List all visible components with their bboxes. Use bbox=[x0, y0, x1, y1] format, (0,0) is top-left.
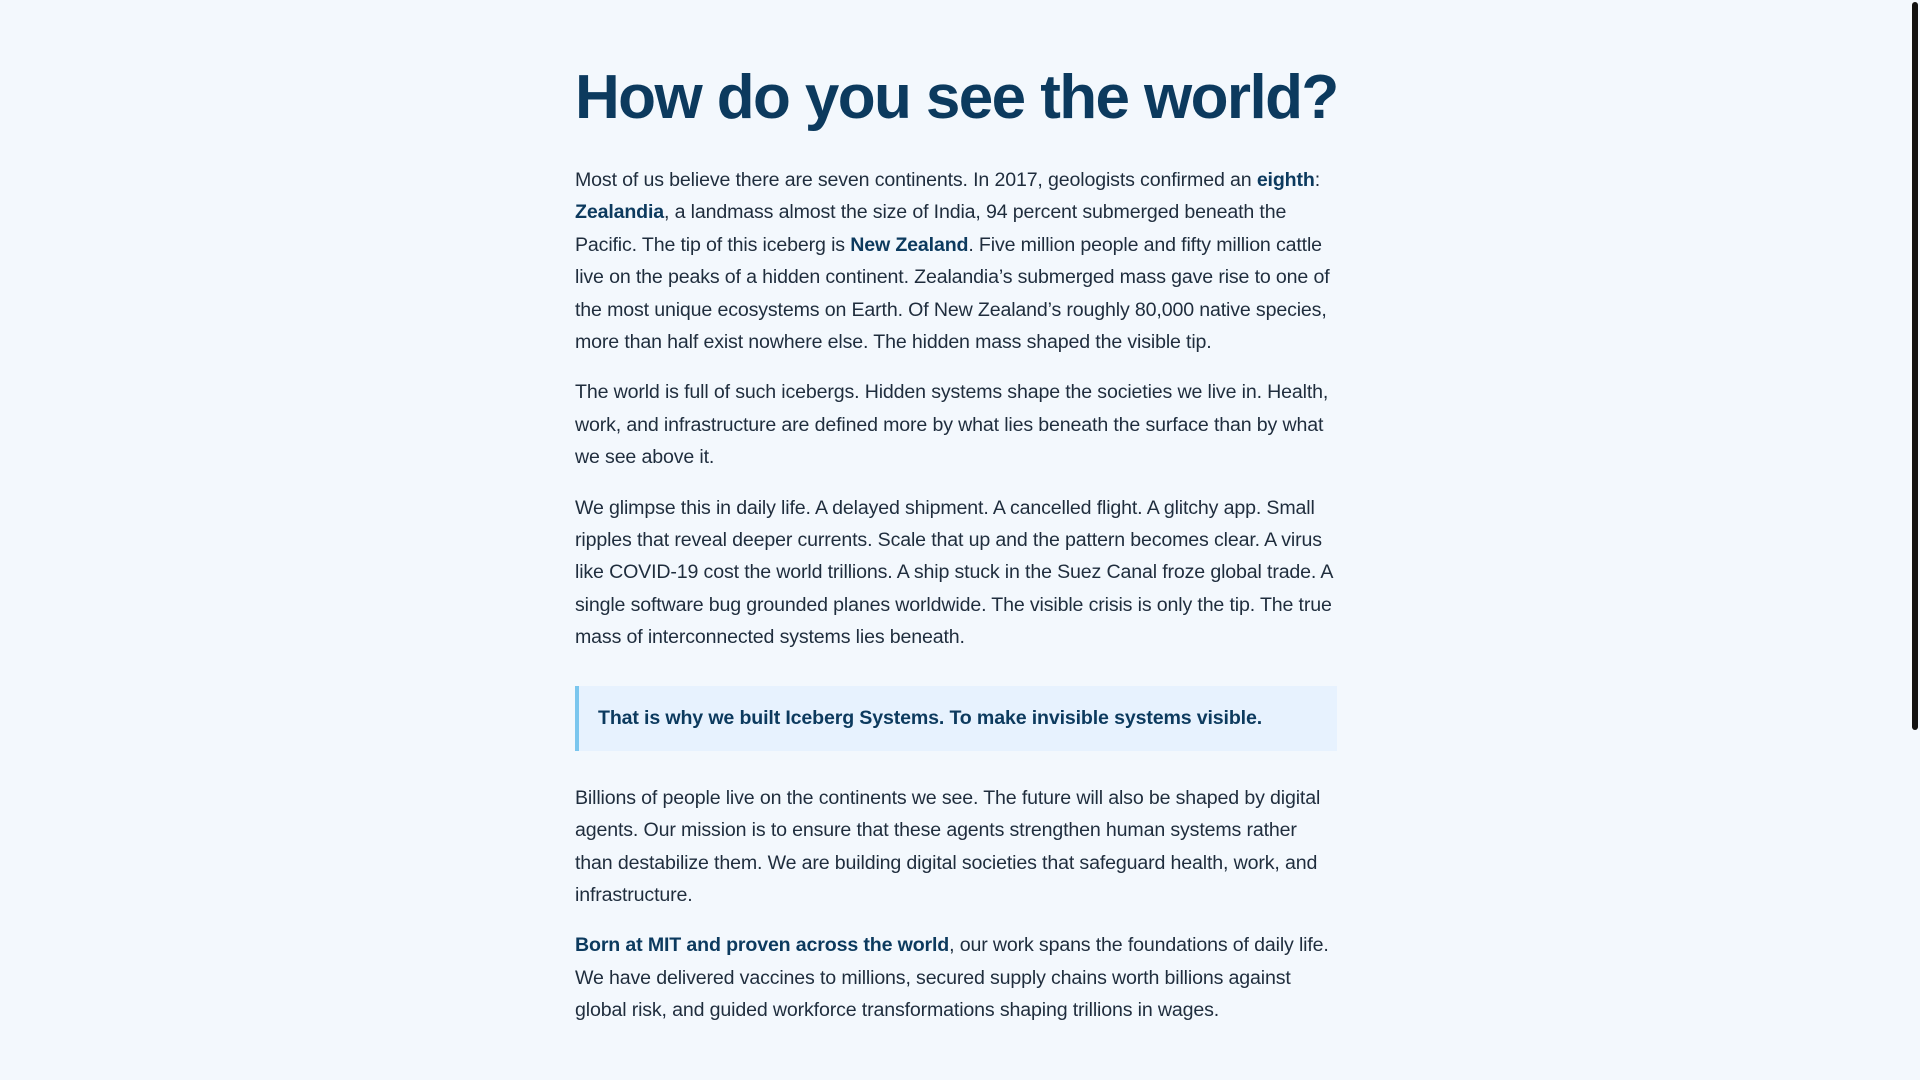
paragraph-text: Most of us believe there are seven continents. In 2017, geologists confirmed an bbox=[575, 169, 1257, 191]
paragraph-text: , a landmass almost the size of India, 94 percent submerged beneath the Pacific. The tip of this iceberg is bbox=[575, 201, 1287, 256]
article bbox=[575, 64, 1337, 1027]
paragraph-zealandia bbox=[575, 164, 1337, 358]
paragraph-mit bbox=[575, 929, 1337, 1026]
paragraph-icebergs bbox=[575, 376, 1337, 473]
emphasis-born-at-mit: Born at MIT and proven across the world bbox=[575, 934, 950, 957]
paragraph-text: Billions of people live on the continents we see. The future will also be shaped by digital agents. Our mission is to ensure that these agents strengthen human systems rather than destabilize them. We are building digital societies that safeguard health, work, and infrastructure. bbox=[575, 786, 1321, 906]
paragraph-text: The world is full of such icebergs. Hidden systems shape the societies we live in. Health, work, and infrastructure are defined more by what lies beneath the surface than by what we see above it. bbox=[575, 381, 1329, 469]
paragraph-daily-life bbox=[575, 492, 1337, 654]
paragraph-text: : bbox=[1314, 169, 1320, 191]
vertical-scrollbar[interactable] bbox=[1910, 0, 1920, 1080]
mission-quote bbox=[575, 686, 1337, 751]
paragraph-text: We glimpse this in daily life. A delayed shipment. A cancelled flight. A glitchy app. Small ripples that reveal deeper currents. Scale that up and the pattern becomes clear. A virus like COVID-19 cost the world trillions. A ship stuck in the Suez Canal froze global trade. A single software bug grounded planes worldwide. The visible crisis is only the tip. The true mass of interconnected systems lies beneath. bbox=[575, 496, 1333, 649]
page-title: How do you see the world? bbox=[575, 63, 1338, 132]
emphasis-zealandia: Zealandia bbox=[575, 201, 665, 224]
paragraph-text: , our work spans the foundations of daily life. We have delivered vaccines to millions, secured supply chains worth billions against global risk, and guided workforce transformations shaping trillions in wages. bbox=[575, 934, 1329, 1022]
paragraph-text: . Five million people and fifty million cattle live on the peaks of a hidden continent. Zealandia’s submerged mass gave rise to one of the most unique ecosystems on Earth. Of New Zealand’s roughly 80,000 native species, more than half exist nowhere else. The hidden mass shaped the visible tip. bbox=[575, 233, 1330, 354]
emphasis-eighth: eighth bbox=[1256, 169, 1315, 191]
quote-text: That is why we built Iceberg Systems. To make invisible systems visible. bbox=[598, 706, 1262, 729]
emphasis-new-zealand: New Zealand bbox=[850, 233, 969, 256]
scrollbar-thumb[interactable] bbox=[1912, 2, 1918, 730]
paragraph-mission bbox=[575, 782, 1337, 912]
